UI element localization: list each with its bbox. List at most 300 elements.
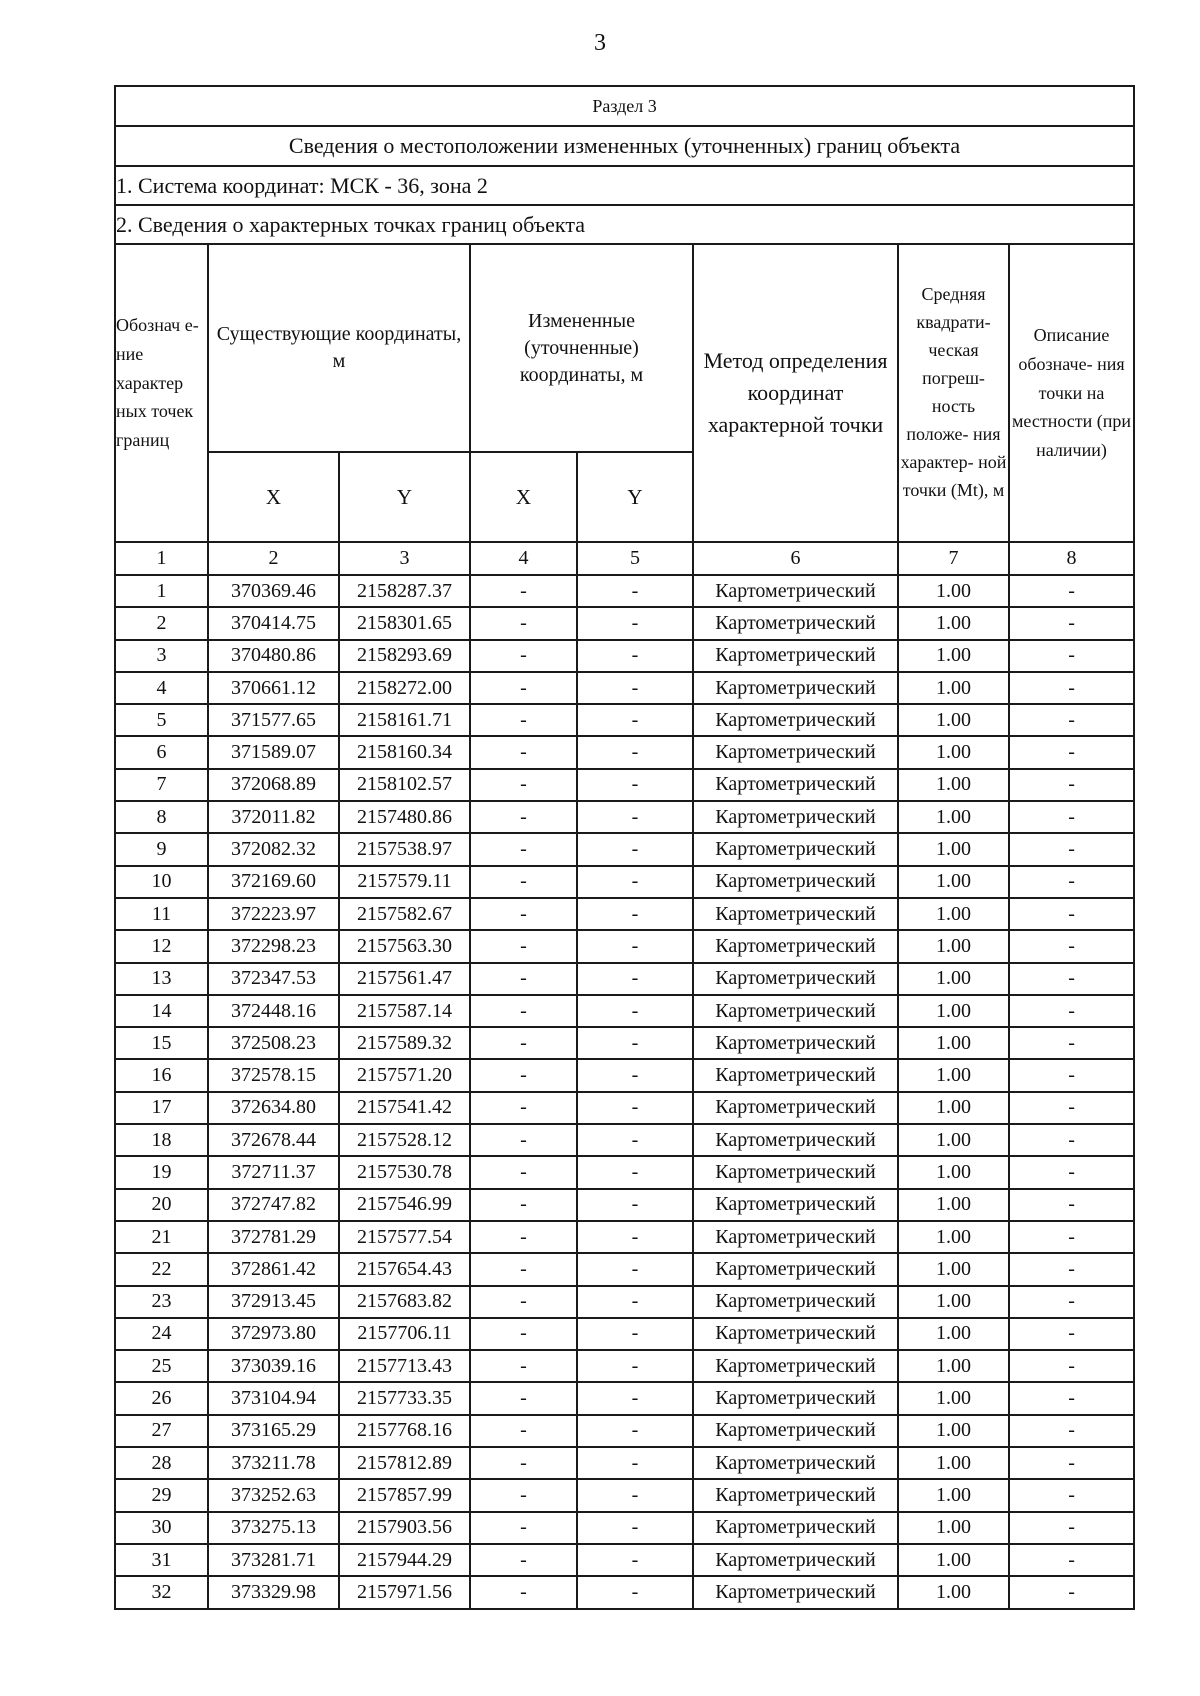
existing-y-cell: 2158102.57 xyxy=(339,769,470,801)
method-cell: Картометрический xyxy=(693,1124,898,1156)
changed-x-cell: - xyxy=(470,736,577,768)
changed-y-cell: - xyxy=(577,704,693,736)
section-title: Раздел 3 xyxy=(115,86,1134,126)
point-number-cell: 21 xyxy=(115,1221,208,1253)
description-cell: - xyxy=(1009,1415,1134,1447)
header-changed-coords: Измененные (уточненные) координаты, м xyxy=(470,244,693,452)
existing-x-cell: 372347.53 xyxy=(208,963,339,995)
accuracy-cell: 1.00 xyxy=(898,801,1009,833)
changed-x-cell: - xyxy=(470,963,577,995)
table-row xyxy=(115,1512,1134,1544)
changed-y-cell: - xyxy=(577,1479,693,1511)
description-cell: - xyxy=(1009,1092,1134,1124)
accuracy-cell: 1.00 xyxy=(898,1253,1009,1285)
point-number-cell: 17 xyxy=(115,1092,208,1124)
description-cell: - xyxy=(1009,866,1134,898)
method-cell: Картометрический xyxy=(693,995,898,1027)
table-row xyxy=(115,1027,1134,1059)
table-row xyxy=(115,1350,1134,1382)
table-row xyxy=(115,607,1134,639)
existing-x-cell: 373165.29 xyxy=(208,1415,339,1447)
table-row xyxy=(115,801,1134,833)
changed-x-cell: - xyxy=(470,833,577,865)
changed-y-cell: - xyxy=(577,672,693,704)
changed-x-cell: - xyxy=(470,704,577,736)
existing-y-cell: 2157541.42 xyxy=(339,1092,470,1124)
changed-y-cell: - xyxy=(577,1415,693,1447)
changed-x-cell: - xyxy=(470,640,577,672)
changed-x-cell: - xyxy=(470,801,577,833)
changed-x-cell: - xyxy=(470,1318,577,1350)
header-description: Описание обозначе- ния точки на местности (при наличии) xyxy=(1009,244,1134,542)
existing-y-cell: 2157530.78 xyxy=(339,1156,470,1188)
existing-y-cell: 2158160.34 xyxy=(339,736,470,768)
method-cell: Картометрический xyxy=(693,963,898,995)
point-number-cell: 30 xyxy=(115,1512,208,1544)
point-number-cell: 8 xyxy=(115,801,208,833)
changed-y-cell: - xyxy=(577,1156,693,1188)
method-cell: Картометрический xyxy=(693,866,898,898)
description-cell: - xyxy=(1009,736,1134,768)
method-cell: Картометрический xyxy=(693,1415,898,1447)
description-cell: - xyxy=(1009,1124,1134,1156)
table-row xyxy=(115,930,1134,962)
header-existing-coords: Существующие координаты, м xyxy=(208,244,470,452)
method-cell: Картометрический xyxy=(693,930,898,962)
accuracy-cell: 1.00 xyxy=(898,1092,1009,1124)
description-cell: - xyxy=(1009,769,1134,801)
existing-y-cell: 2157480.86 xyxy=(339,801,470,833)
table-row xyxy=(115,1382,1134,1414)
header-changed-x: X xyxy=(470,452,577,542)
column-number: 3 xyxy=(339,542,470,575)
changed-x-cell: - xyxy=(470,866,577,898)
accuracy-cell: 1.00 xyxy=(898,1221,1009,1253)
existing-x-cell: 370480.86 xyxy=(208,640,339,672)
table-row xyxy=(115,1576,1134,1608)
table-row xyxy=(115,640,1134,672)
existing-y-cell: 2158293.69 xyxy=(339,640,470,672)
changed-y-cell: - xyxy=(577,1221,693,1253)
changed-x-cell: - xyxy=(470,607,577,639)
method-cell: Картометрический xyxy=(693,769,898,801)
point-number-cell: 2 xyxy=(115,607,208,639)
changed-y-cell: - xyxy=(577,898,693,930)
existing-x-cell: 372861.42 xyxy=(208,1253,339,1285)
changed-y-cell: - xyxy=(577,1382,693,1414)
page-number: 3 xyxy=(594,30,606,56)
description-cell: - xyxy=(1009,1479,1134,1511)
table-row xyxy=(115,704,1134,736)
description-cell: - xyxy=(1009,898,1134,930)
accuracy-cell: 1.00 xyxy=(898,833,1009,865)
existing-y-cell: 2157571.20 xyxy=(339,1059,470,1091)
existing-y-cell: 2157589.32 xyxy=(339,1027,470,1059)
table-row xyxy=(115,866,1134,898)
accuracy-cell: 1.00 xyxy=(898,930,1009,962)
existing-y-cell: 2157903.56 xyxy=(339,1512,470,1544)
existing-x-cell: 372082.32 xyxy=(208,833,339,865)
point-number-cell: 5 xyxy=(115,704,208,736)
header-existing-x: X xyxy=(208,452,339,542)
point-number-cell: 26 xyxy=(115,1382,208,1414)
changed-x-cell: - xyxy=(470,769,577,801)
column-number: 1 xyxy=(115,542,208,575)
table-row xyxy=(115,736,1134,768)
accuracy-cell: 1.00 xyxy=(898,1512,1009,1544)
existing-y-cell: 2158301.65 xyxy=(339,607,470,639)
method-cell: Картометрический xyxy=(693,833,898,865)
accuracy-cell: 1.00 xyxy=(898,995,1009,1027)
table-row xyxy=(115,1156,1134,1188)
accuracy-cell: 1.00 xyxy=(898,704,1009,736)
point-number-cell: 25 xyxy=(115,1350,208,1382)
accuracy-cell: 1.00 xyxy=(898,1156,1009,1188)
changed-y-cell: - xyxy=(577,1447,693,1479)
accuracy-cell: 1.00 xyxy=(898,1447,1009,1479)
description-cell: - xyxy=(1009,1156,1134,1188)
changed-x-cell: - xyxy=(470,1382,577,1414)
column-number: 2 xyxy=(208,542,339,575)
column-number: 4 xyxy=(470,542,577,575)
point-number-cell: 11 xyxy=(115,898,208,930)
description-cell: - xyxy=(1009,1221,1134,1253)
method-cell: Картометрический xyxy=(693,1253,898,1285)
changed-y-cell: - xyxy=(577,1027,693,1059)
method-cell: Картометрический xyxy=(693,1350,898,1382)
changed-y-cell: - xyxy=(577,769,693,801)
description-cell: - xyxy=(1009,575,1134,607)
method-cell: Картометрический xyxy=(693,1092,898,1124)
description-cell: - xyxy=(1009,1544,1134,1576)
accuracy-cell: 1.00 xyxy=(898,672,1009,704)
accuracy-cell: 1.00 xyxy=(898,575,1009,607)
changed-y-cell: - xyxy=(577,1286,693,1318)
changed-y-cell: - xyxy=(577,607,693,639)
existing-y-cell: 2157579.11 xyxy=(339,866,470,898)
changed-y-cell: - xyxy=(577,1124,693,1156)
header-accuracy: Средняя квадрати- ческая погреш- ность положе- ния характер- ной точки (Mt), м xyxy=(898,244,1009,542)
changed-y-cell: - xyxy=(577,1253,693,1285)
existing-x-cell: 372169.60 xyxy=(208,866,339,898)
column-number: 8 xyxy=(1009,542,1134,575)
changed-x-cell: - xyxy=(470,1156,577,1188)
description-cell: - xyxy=(1009,833,1134,865)
table-row xyxy=(115,963,1134,995)
accuracy-cell: 1.00 xyxy=(898,1350,1009,1382)
existing-x-cell: 372448.16 xyxy=(208,995,339,1027)
point-number-cell: 12 xyxy=(115,930,208,962)
table-row xyxy=(115,1544,1134,1576)
description-cell: - xyxy=(1009,1447,1134,1479)
boundary-points-table xyxy=(114,85,1135,1610)
accuracy-cell: 1.00 xyxy=(898,1286,1009,1318)
table-row xyxy=(115,769,1134,801)
existing-x-cell: 372711.37 xyxy=(208,1156,339,1188)
existing-y-cell: 2157538.97 xyxy=(339,833,470,865)
point-number-cell: 32 xyxy=(115,1576,208,1608)
description-cell: - xyxy=(1009,1318,1134,1350)
method-cell: Картометрический xyxy=(693,1576,898,1608)
existing-x-cell: 372973.80 xyxy=(208,1318,339,1350)
changed-x-cell: - xyxy=(470,1221,577,1253)
accuracy-cell: 1.00 xyxy=(898,1059,1009,1091)
point-number-cell: 4 xyxy=(115,672,208,704)
method-cell: Картометрический xyxy=(693,1156,898,1188)
method-cell: Картометрический xyxy=(693,1189,898,1221)
point-number-cell: 13 xyxy=(115,963,208,995)
changed-y-cell: - xyxy=(577,736,693,768)
coordinate-system: 1. Система координат: МСК - 36, зона 2 xyxy=(115,166,1134,205)
existing-y-cell: 2158287.37 xyxy=(339,575,470,607)
method-cell: Картометрический xyxy=(693,898,898,930)
point-number-cell: 3 xyxy=(115,640,208,672)
existing-y-cell: 2157713.43 xyxy=(339,1350,470,1382)
column-number: 6 xyxy=(693,542,898,575)
method-cell: Картометрический xyxy=(693,1382,898,1414)
changed-y-cell: - xyxy=(577,1059,693,1091)
existing-y-cell: 2157683.82 xyxy=(339,1286,470,1318)
existing-y-cell: 2158161.71 xyxy=(339,704,470,736)
changed-y-cell: - xyxy=(577,963,693,995)
changed-x-cell: - xyxy=(470,672,577,704)
changed-y-cell: - xyxy=(577,1189,693,1221)
description-cell: - xyxy=(1009,1027,1134,1059)
method-cell: Картометрический xyxy=(693,1286,898,1318)
table-row xyxy=(115,898,1134,930)
existing-x-cell: 372747.82 xyxy=(208,1189,339,1221)
table-row xyxy=(115,1286,1134,1318)
table-title: Сведения о местоположении измененных (уточненных) границ объекта xyxy=(115,126,1134,166)
existing-x-cell: 373039.16 xyxy=(208,1350,339,1382)
table-row xyxy=(115,1059,1134,1091)
existing-x-cell: 370414.75 xyxy=(208,607,339,639)
changed-x-cell: - xyxy=(470,575,577,607)
changed-x-cell: - xyxy=(470,1189,577,1221)
method-cell: Картометрический xyxy=(693,1059,898,1091)
existing-y-cell: 2157546.99 xyxy=(339,1189,470,1221)
changed-x-cell: - xyxy=(470,1447,577,1479)
column-number: 5 xyxy=(577,542,693,575)
point-number-cell: 19 xyxy=(115,1156,208,1188)
existing-y-cell: 2157654.43 xyxy=(339,1253,470,1285)
header-changed-y: Y xyxy=(577,452,693,542)
existing-x-cell: 373275.13 xyxy=(208,1512,339,1544)
existing-y-cell: 2157587.14 xyxy=(339,995,470,1027)
existing-x-cell: 372634.80 xyxy=(208,1092,339,1124)
changed-x-cell: - xyxy=(470,1576,577,1608)
description-cell: - xyxy=(1009,607,1134,639)
table-row xyxy=(115,1189,1134,1221)
table-row xyxy=(115,1092,1134,1124)
accuracy-cell: 1.00 xyxy=(898,607,1009,639)
method-cell: Картометрический xyxy=(693,736,898,768)
method-cell: Картометрический xyxy=(693,1512,898,1544)
existing-y-cell: 2157944.29 xyxy=(339,1544,470,1576)
changed-x-cell: - xyxy=(470,1124,577,1156)
changed-x-cell: - xyxy=(470,930,577,962)
changed-x-cell: - xyxy=(470,1092,577,1124)
description-cell: - xyxy=(1009,1350,1134,1382)
existing-x-cell: 373104.94 xyxy=(208,1382,339,1414)
existing-x-cell: 373211.78 xyxy=(208,1447,339,1479)
accuracy-cell: 1.00 xyxy=(898,1544,1009,1576)
table-row xyxy=(115,672,1134,704)
existing-x-cell: 372913.45 xyxy=(208,1286,339,1318)
changed-y-cell: - xyxy=(577,866,693,898)
table-row xyxy=(115,1447,1134,1479)
existing-y-cell: 2157528.12 xyxy=(339,1124,470,1156)
accuracy-cell: 1.00 xyxy=(898,1189,1009,1221)
table-row xyxy=(115,1253,1134,1285)
accuracy-cell: 1.00 xyxy=(898,1415,1009,1447)
existing-x-cell: 373329.98 xyxy=(208,1576,339,1608)
description-cell: - xyxy=(1009,1253,1134,1285)
description-cell: - xyxy=(1009,1059,1134,1091)
existing-x-cell: 372678.44 xyxy=(208,1124,339,1156)
changed-x-cell: - xyxy=(470,1544,577,1576)
changed-x-cell: - xyxy=(470,1027,577,1059)
existing-y-cell: 2157857.99 xyxy=(339,1479,470,1511)
accuracy-cell: 1.00 xyxy=(898,736,1009,768)
point-number-cell: 24 xyxy=(115,1318,208,1350)
changed-x-cell: - xyxy=(470,1253,577,1285)
description-cell: - xyxy=(1009,963,1134,995)
description-cell: - xyxy=(1009,640,1134,672)
existing-y-cell: 2157768.16 xyxy=(339,1415,470,1447)
description-cell: - xyxy=(1009,1189,1134,1221)
table-row xyxy=(115,1318,1134,1350)
point-number-cell: 31 xyxy=(115,1544,208,1576)
existing-y-cell: 2157561.47 xyxy=(339,963,470,995)
accuracy-cell: 1.00 xyxy=(898,1382,1009,1414)
existing-x-cell: 372508.23 xyxy=(208,1027,339,1059)
method-cell: Картометрический xyxy=(693,1221,898,1253)
existing-y-cell: 2158272.00 xyxy=(339,672,470,704)
table-row xyxy=(115,995,1134,1027)
method-cell: Картометрический xyxy=(693,704,898,736)
changed-x-cell: - xyxy=(470,1059,577,1091)
changed-x-cell: - xyxy=(470,898,577,930)
header-method: Метод определения координат характерной точки xyxy=(693,244,898,542)
method-cell: Картометрический xyxy=(693,1479,898,1511)
existing-x-cell: 372578.15 xyxy=(208,1059,339,1091)
method-cell: Картометрический xyxy=(693,640,898,672)
point-number-cell: 27 xyxy=(115,1415,208,1447)
description-cell: - xyxy=(1009,1512,1134,1544)
changed-x-cell: - xyxy=(470,1350,577,1382)
column-number: 7 xyxy=(898,542,1009,575)
method-cell: Картометрический xyxy=(693,1544,898,1576)
existing-y-cell: 2157733.35 xyxy=(339,1382,470,1414)
changed-y-cell: - xyxy=(577,801,693,833)
table-row xyxy=(115,575,1134,607)
changed-y-cell: - xyxy=(577,1544,693,1576)
existing-x-cell: 373252.63 xyxy=(208,1479,339,1511)
accuracy-cell: 1.00 xyxy=(898,1479,1009,1511)
accuracy-cell: 1.00 xyxy=(898,963,1009,995)
existing-x-cell: 370661.12 xyxy=(208,672,339,704)
accuracy-cell: 1.00 xyxy=(898,866,1009,898)
point-number-cell: 22 xyxy=(115,1253,208,1285)
column-numbers-row xyxy=(115,542,1134,575)
existing-x-cell: 370369.46 xyxy=(208,575,339,607)
changed-y-cell: - xyxy=(577,575,693,607)
point-number-cell: 23 xyxy=(115,1286,208,1318)
description-cell: - xyxy=(1009,1576,1134,1608)
method-cell: Картометрический xyxy=(693,1318,898,1350)
changed-y-cell: - xyxy=(577,930,693,962)
existing-y-cell: 2157582.67 xyxy=(339,898,470,930)
existing-x-cell: 372781.29 xyxy=(208,1221,339,1253)
description-cell: - xyxy=(1009,930,1134,962)
accuracy-cell: 1.00 xyxy=(898,1124,1009,1156)
point-number-cell: 28 xyxy=(115,1447,208,1479)
method-cell: Картометрический xyxy=(693,672,898,704)
description-cell: - xyxy=(1009,1286,1134,1318)
point-number-cell: 16 xyxy=(115,1059,208,1091)
accuracy-cell: 1.00 xyxy=(898,1027,1009,1059)
existing-x-cell: 372068.89 xyxy=(208,769,339,801)
changed-y-cell: - xyxy=(577,1318,693,1350)
accuracy-cell: 1.00 xyxy=(898,1318,1009,1350)
table-row xyxy=(115,1415,1134,1447)
accuracy-cell: 1.00 xyxy=(898,898,1009,930)
changed-x-cell: - xyxy=(470,995,577,1027)
existing-y-cell: 2157563.30 xyxy=(339,930,470,962)
point-number-cell: 20 xyxy=(115,1189,208,1221)
description-cell: - xyxy=(1009,1382,1134,1414)
method-cell: Картометрический xyxy=(693,1447,898,1479)
point-number-cell: 7 xyxy=(115,769,208,801)
accuracy-cell: 1.00 xyxy=(898,769,1009,801)
description-cell: - xyxy=(1009,801,1134,833)
point-number-cell: 15 xyxy=(115,1027,208,1059)
existing-y-cell: 2157812.89 xyxy=(339,1447,470,1479)
point-number-cell: 6 xyxy=(115,736,208,768)
point-number-cell: 9 xyxy=(115,833,208,865)
table-row xyxy=(115,1479,1134,1511)
points-info-heading: 2. Сведения о характерных точках границ объекта xyxy=(115,205,1134,244)
method-cell: Картометрический xyxy=(693,607,898,639)
existing-y-cell: 2157577.54 xyxy=(339,1221,470,1253)
changed-y-cell: - xyxy=(577,1092,693,1124)
table-row xyxy=(115,833,1134,865)
existing-x-cell: 372011.82 xyxy=(208,801,339,833)
changed-y-cell: - xyxy=(577,995,693,1027)
point-number-cell: 14 xyxy=(115,995,208,1027)
table-row xyxy=(115,1221,1134,1253)
method-cell: Картометрический xyxy=(693,575,898,607)
description-cell: - xyxy=(1009,704,1134,736)
changed-y-cell: - xyxy=(577,1350,693,1382)
changed-y-cell: - xyxy=(577,1512,693,1544)
table-row xyxy=(115,1124,1134,1156)
existing-y-cell: 2157706.11 xyxy=(339,1318,470,1350)
changed-x-cell: - xyxy=(470,1479,577,1511)
method-cell: Картометрический xyxy=(693,801,898,833)
changed-x-cell: - xyxy=(470,1286,577,1318)
header-existing-y: Y xyxy=(339,452,470,542)
existing-x-cell: 372223.97 xyxy=(208,898,339,930)
point-number-cell: 1 xyxy=(115,575,208,607)
description-cell: - xyxy=(1009,672,1134,704)
point-number-cell: 10 xyxy=(115,866,208,898)
accuracy-cell: 1.00 xyxy=(898,1576,1009,1608)
changed-x-cell: - xyxy=(470,1415,577,1447)
header-point-designation: Обознач е-ние характер ных точек границ xyxy=(115,244,208,542)
point-number-cell: 29 xyxy=(115,1479,208,1511)
